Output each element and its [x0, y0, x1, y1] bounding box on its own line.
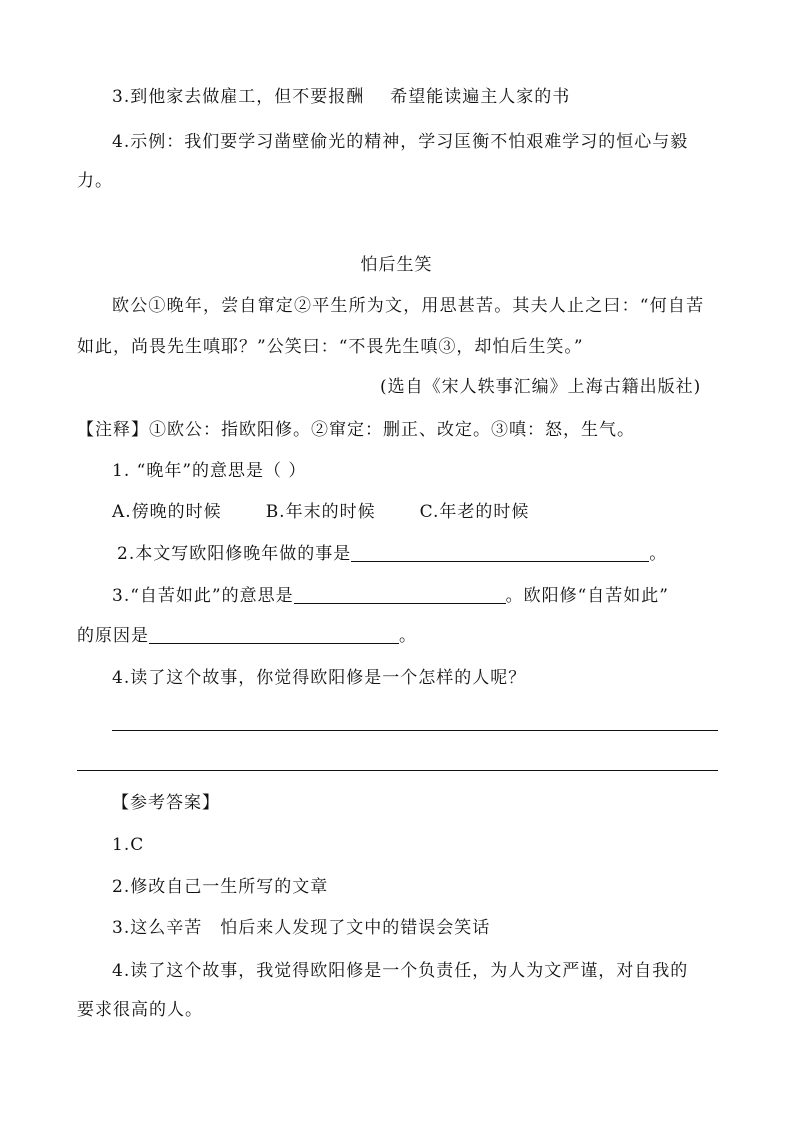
question-3-middle: 。欧阳修“自苦如此” [505, 586, 669, 606]
passage-line-2: 如此，尚畏先生嗔耶？”公笑曰：“不畏先生嗔③，却怕后生笑。” [77, 337, 584, 357]
question-1: 1. “晚年”的意思是（ ） [112, 461, 307, 481]
answer-2: 2.修改自己一生所写的文章 [112, 877, 329, 897]
option-b: B.年末的时候 [265, 502, 376, 522]
prev-answer-4-line2: 力。 [77, 171, 113, 191]
answer-line-2[interactable] [77, 770, 718, 771]
question-3-prefix: 3.“自苦如此”的意思是 [112, 586, 294, 606]
question-3-blank-1[interactable] [294, 585, 506, 604]
prev-answer-3-part1: 3.到他家去做雇工，但不要报酬 [112, 87, 365, 107]
passage-source: (选自《宋人轶事汇编》上海古籍出版社) [380, 377, 702, 397]
answer-line-1[interactable] [112, 730, 718, 731]
answer-1: 1.C [112, 835, 145, 855]
question-4: 4.读了这个故事，你觉得欧阳修是一个怎样的人呢？ [112, 668, 527, 688]
answer-4-line1: 4.读了这个故事，我觉得欧阳修是一个负责任，为人为文严谨，对自我的 [112, 961, 689, 981]
option-a: A.傍晚的时候 [112, 502, 222, 522]
question-2-suffix: 。 [649, 544, 668, 564]
question-3-line2-prefix: 的原因是 [77, 626, 149, 646]
question-3-line1 [112, 585, 669, 607]
question-3-line2 [77, 625, 417, 647]
prev-answer-3-part2: 希望能读遍主人家的书 [390, 87, 571, 107]
question-3-blank-2[interactable] [149, 625, 399, 644]
answer-4-line2: 要求很高的人。 [77, 1000, 203, 1020]
question-2-blank[interactable] [351, 543, 649, 562]
prev-answer-4-line1: 4.示例：我们要学习凿壁偷光的精神，学习匡衡不怕艰难学习的恒心与毅 [112, 132, 689, 152]
passage-line-1: 欧公①晚年，尝自窜定②平生所为文，用思甚苦。其夫人止之曰：“何自苦 [112, 296, 705, 316]
answer-3-part2: 怕后来人发现了文中的错误会笑话 [220, 918, 491, 938]
question-3-line2-suffix: 。 [399, 626, 417, 646]
question-2-prefix: 2.本文写欧阳修晚年做的事是 [117, 544, 352, 564]
option-c: C.年老的时候 [419, 502, 530, 522]
answer-3 [112, 917, 490, 939]
question-2 [117, 543, 667, 565]
answers-header: 【参考答案】 [112, 793, 220, 813]
answer-3-part1: 3.这么辛苦 [112, 918, 203, 938]
question-1-options [112, 501, 529, 523]
passage-title: 怕后生笑 [360, 255, 433, 275]
prev-answer-3 [112, 86, 570, 108]
passage-notes: 【注释】①欧公：指欧阳修。②窜定：删正、改定。③嗔：怒，生气。 [77, 420, 635, 440]
